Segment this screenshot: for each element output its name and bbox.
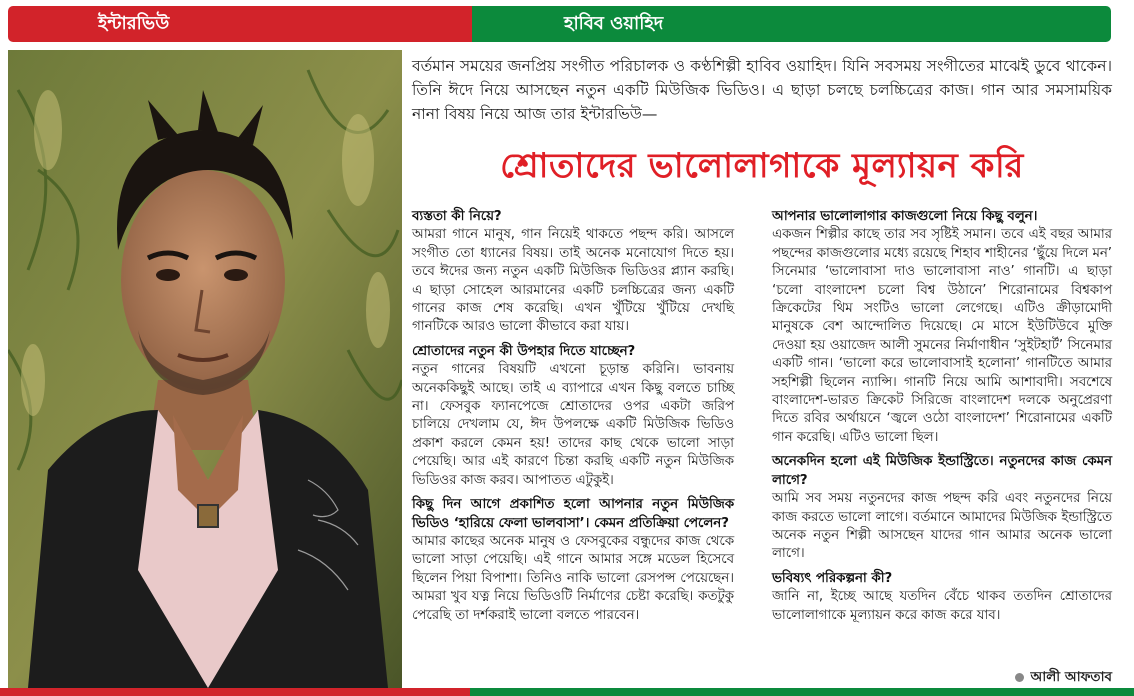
- intro-paragraph: বর্তমান সময়ের জনপ্রিয় সংগীত পরিচালক ও কণ্ঠশিল্পী হাবিব ওয়াহিদ। যিনি সবসময় সংগীতের মাঝেই ডুবে থাকেন। তিনি ঈদে নিয়ে আসছেন নতুন একটি মিউজিক ভিডিও। এ ছাড়া চলছে চলচ্চিত্রের কাজ। গান আর সমসাময়িক নানা বিষয় নিয়ে আজ তার ইন্টারভিউ—: [412, 57, 1112, 123]
- answer: একজন শিল্পীর কাছে তার সব সৃষ্টিই সমান। তবে এই বছর আমার পছন্দের কাজগুলোর মধ্যে রয়েছে শিহাব শাহীনের ‘ছুঁয়ে দিলে মন’ সিনেমার ‘ভালোবাসা দাও ভালোবাসা নাও’ গানটি। এ ছাড়া ‘চলো বাংলাদেশ চলো বিশ্ব উঠানে’ শিরোনামের বিশ্বকাপ ক্রিকেটের থিম সংটিও ভালো লেগেছে। এটিও ক্রীড়ামোদী মানুষকে বেশ আন্দোলিত দিয়েছে। মে মাসে ইউটিউবে মুক্তি দেওয়া হয় ওয়াজেদ আলী সুমনের নির্মাণাধীন ‘সুইটহার্ট’ সিনেমার একটি গান। ‘ভালো করে ভালোবাসাই হলোনা’ গানটিতে আমার সহশিল্পী ছিলেন ন্যান্সি। গানটি নিয়ে আমি আশাবাদী। সবশেষে বাংলাদেশ-ভারত ক্রিকেট সিরিজে বাংলাদেশ দলকে অনুপ্রেরণা দিতে রবির অর্থায়নে ‘জ্বলে ওঠো বাংলাদেশ’ শিরোনামের একটি গান করেছি। এটিও ভালো ছিল।: [772, 227, 1112, 445]
- qa-block: [412, 496, 734, 625]
- answer: নতুন গানের বিষয়টি এখনো চূড়ান্ত করিনি। ভাবনায় অনেককিছুই আছে। তাই এ ব্যাপারে এখন কিছু বলতে চাচ্ছি না। ফেসবুক ফ্যানপেজে শ্রোতাদের ওপর একটা জরিপ চালিয়ে দেখলাম যে, ঈদ উপলক্ষে একটি মিউজিক ভিডিও প্রকাশ করলে কেমন হয়! তাদের কাছ থেকে ভালো সাড়া পেয়েছি। আর এই কারণে চিন্তা করছি একটি নতুন মিউজিক ভিডিওর কাজ করব। আপাতত এটুকুই।: [412, 362, 734, 488]
- portrait-photo: [8, 50, 402, 688]
- interviewee-name: হাবিব ওয়াহিদ: [472, 6, 1111, 42]
- question: অনেকদিন হলো এই মিউজিক ইন্ডাস্ট্রিতে। নতুনদের কাজ কেমন লাগে?: [772, 454, 1112, 488]
- question: ভবিষ্যৎ পরিকল্পনা কী?: [772, 570, 893, 586]
- question: শ্রোতাদের নতুন কী উপহার দিতে যাচ্ছেন?: [412, 343, 636, 359]
- bullet-icon: [1015, 673, 1024, 682]
- qa-block: [412, 208, 734, 337]
- qa-block: [772, 453, 1112, 563]
- question: কিছু দিন আগে প্রকাশিত হলো আপনার নতুন মিউজিক ভিডিও ‘হারিয়ে ফেলা ভালবাসা’। কেমন প্রতিক্রিয়া পেলেন?: [412, 497, 734, 531]
- answer: জানি না, ইচ্ছে আছে যতদিন বেঁচে থাকব ততদিন শ্রোতাদের ভালোলাগাকে মূল্যায়ন করে কাজ করে যাব।: [772, 589, 1112, 623]
- answer: আমরা গানে মানুষ, গান নিয়েই থাকতে পছন্দ করি। আসলে সংগীত তো ধ্যানের বিষয়। তাই অনেক মনোযোগ দিতে হয়। তবে ঈদের জন্য নতুন একটি মিউজিক ভিডিওর প্ল্যান করছি। এ ছাড়া সোহেল আরমানের একটি চলচ্চিত্রের জন্য একটি গানের কাজ শেষ করেছি। এখন খুঁটিয়ে খুঁটিয়ে দেখছি গানটিকে আরও ভালো কীভাবে করা যায়।: [412, 227, 734, 335]
- interview-column-right: [772, 208, 1112, 631]
- qa-block: [412, 343, 734, 490]
- section-label: ইন্টারভিউ: [8, 6, 472, 42]
- footer-bar: [0, 688, 1134, 696]
- qa-block: [772, 570, 1112, 625]
- byline: [1015, 666, 1112, 689]
- question: ব্যস্ততা কী নিয়ে?: [412, 209, 502, 224]
- answer: আমার কাছের অনেক মানুষ ও ফেসবুকের বন্ধুদের কাজ থেকে ভালো সাড়া পেয়েছি। এই গানে আমার সঙ্গে মডেল হিসেবে ছিলেন পিয়া বিপাশা। তিনিও নাকি ভালো রেসপন্স পেয়েছেন। আমরা খুব যত্ন নিয়ে ভিডিওটি নির্মাণের চেষ্টা করেছি। কতটুকু পেরেছি তা দর্শকরাই ভালো বলতে পারবেন।: [412, 533, 734, 623]
- header-bar: [8, 6, 1111, 42]
- interview-column-left: [412, 208, 734, 631]
- question: আপনার ভালোলাগার কাজগুলো নিয়ে কিছু বলুন।: [772, 209, 1038, 224]
- author-name: আলী আফতাব: [1030, 669, 1112, 685]
- qa-block: [772, 208, 1112, 447]
- answer: আমি সব সময় নতুনদের কাজ পছন্দ করি এবং নতুনদের নিয়ে কাজ করতে ভালো লাগে। বর্তমানে আমাদের মিউজিক ইন্ডাস্ট্রিতে অনেক নতুন শিল্পী আসছেন যাদের গান আমার অনেক ভালো লাগে।: [772, 491, 1112, 562]
- headline: শ্রোতাদের ভালোলাগাকে মূল্যায়ন করি: [500, 146, 1024, 186]
